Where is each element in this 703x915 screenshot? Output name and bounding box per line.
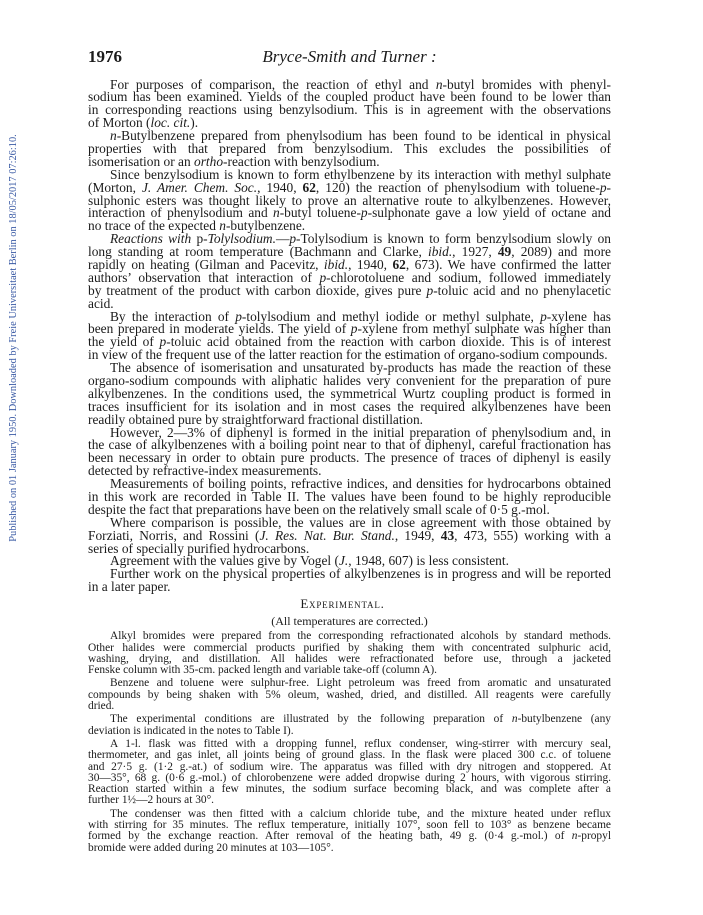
text-run: sodium has been examined. Yields of the coupled product have been found to be lower than [88, 89, 611, 105]
text-run: -tolylsodium and methyl iodide or methyl sulphate, [241, 308, 541, 324]
text-run: — [275, 231, 290, 247]
text-run: in view of the frequent use of the latter reaction for the estimation of organo-sodium compounds. [88, 347, 608, 363]
italic-text: ortho [194, 153, 224, 169]
text-run: Forziati, Norris, and Rossini ( [88, 527, 260, 543]
text-run: Further work on the physical properties of alkylbenzenes is in progress and will be reported [110, 566, 611, 582]
paragraph [88, 76, 612, 131]
text-run: , 2089) and more [511, 244, 611, 260]
italic-text: p [235, 308, 242, 324]
italic-text: p [360, 205, 368, 221]
bold-text: 43 [440, 527, 455, 543]
text-run: -Tolylsodium is known to form benzylsodium slowly on [296, 231, 611, 247]
text-run: been prepared in moderate yields. The yield of [88, 321, 351, 337]
italic-text: p [159, 334, 167, 350]
italic-text: n [273, 205, 280, 221]
text-line [88, 843, 611, 854]
text-run: in corresponding reactions using benzylsodium. This is in agreement with the observations [88, 102, 611, 118]
text-run: no trace of the expected [88, 218, 220, 234]
text-run: ). [190, 115, 199, 131]
text-run: authors’ observation that interaction of [88, 269, 320, 285]
paragraph [88, 678, 611, 712]
paragraph [88, 809, 611, 854]
text-run: acid. [88, 295, 114, 311]
paragraph [88, 568, 611, 594]
text-run: , 120) the reaction of phenylsodium with toluene- [315, 179, 600, 195]
text-run: with stirring for 35 minutes. The reflux temperature, initially 107°, soon fell to 103° as benzene became [88, 819, 611, 832]
text-run: Reaction started within a few minutes, the sodium surface becoming black, and was complete after a [88, 783, 611, 796]
text-run: rapidly on heating (Gilman and Pacevitz, [88, 256, 324, 272]
text-run: dried. [88, 700, 115, 713]
text-run: Where comparison is possible, the values are in close agreement with those obtained by [110, 514, 611, 530]
text-run: Measurements of boiling points, refractive indices, and densities for hydrocarbons obtained [110, 476, 611, 492]
text-line [88, 581, 611, 594]
text-run: Fenske column with 35-cm. packed length and variable take-off (column A). [88, 664, 437, 677]
bold-text: 62 [392, 256, 406, 272]
text-run: p [196, 231, 204, 247]
italic-text: p [289, 231, 297, 247]
text-line [88, 726, 611, 737]
italic-text: J. [338, 553, 349, 569]
paragraph [88, 424, 611, 479]
italic-text: n [219, 218, 226, 234]
text-run: Alkyl bromides were prepared from the corresponding refractionated alcohols by standard methods. [110, 630, 611, 643]
text-run: For purposes of comparison, the reaction of ethyl and [110, 76, 436, 92]
text-run: -xylene from methyl sulphate was higher than [357, 321, 612, 337]
paragraph [88, 362, 611, 426]
italic-text: p [426, 282, 434, 298]
text-run: -sulphonate gave a low yield of octane and [367, 205, 611, 221]
text-run: interaction of phenylsodium and [88, 205, 273, 221]
download-watermark: Published on 01 January 1950. Downloaded by Freie Universitaet Berlin on 18/05/2017 07:26:10. [8, 134, 19, 542]
text-run: The absence of isomerisation and unsaturated by-products has made the reaction of these [110, 360, 611, 376]
paragraph [88, 739, 611, 807]
text-run: compounds by being shaken with 5% oleum, washed, dried, and distilled. All reagents were carefully [88, 688, 611, 701]
text-run: -toluic acid obtained from the reaction with carbon dioxide. This is of interest [166, 334, 611, 350]
text-run: by treatment of the product with carbon dioxide, gives pure [88, 282, 427, 298]
text-run: sulphonic esters was thought likely to prove an alternative route to alkylbenzenes. However, [88, 192, 611, 208]
text-run: By the interaction of [110, 308, 236, 324]
italic-text: n [110, 128, 117, 144]
paragraph [88, 166, 612, 234]
bold-text: 49 [497, 244, 512, 260]
italic-text: J. Res. Nat. Bur. Stand. [259, 527, 395, 543]
text-run: 30—35°, 68 g. (0·6 g.-mol.) of chlorobenzene were added dropwise during 2 hours, with vigorous stirring. [88, 771, 611, 784]
text-run: The experimental conditions are illustrated by the following preparation of [110, 713, 512, 726]
text-run: (Morton, [88, 179, 142, 195]
text-run: isomerisation or an [88, 153, 194, 169]
text-run: However, 2—3% of diphenyl is formed in the initial preparation of phenylsodium and, in [110, 424, 611, 440]
bold-text: 62 [302, 179, 316, 195]
italic-text: loc. cit. [150, 115, 191, 131]
italic-text: n [511, 713, 518, 726]
text-run: , 1949, [394, 527, 441, 543]
paragraph [88, 478, 611, 517]
text-run: detected by refractive-index measurements. [88, 463, 322, 479]
text-run: in this work are recorded in Table II. The values have been found to be highly reproducible [88, 489, 611, 504]
text-run: -xylene has [546, 308, 611, 324]
page-number: 1976 [88, 47, 122, 66]
text-run: traces insufficient for its isolation and in most cases the required alkylbenzenes have been [88, 398, 611, 414]
paragraph [88, 714, 611, 737]
text-run: , 1927, [452, 244, 498, 260]
italic-text: Reactions with [110, 231, 197, 247]
text-run: readily obtained pure by straightforward fractional distillation. [88, 411, 424, 427]
text-run: -chlorotoluene and sodium, followed immediately [326, 269, 611, 285]
running-header [88, 46, 611, 68]
text-run: Agreement with the values give by Vogel ( [110, 553, 339, 569]
text-run: -reaction with benzylsodium. [223, 153, 380, 169]
text-run: properties with that prepared from benzylsodium. This excludes the possibilities of [88, 140, 611, 156]
text-run: -propyl [577, 830, 611, 843]
text-run: alkylbenzenes. In the conditions used, the symmetrical Wurtz coupling product is formed in [88, 385, 611, 401]
text-run: , 1940, [348, 256, 393, 272]
text-run: -butylbenzene (any [517, 713, 612, 726]
text-run: , 1940, [257, 179, 303, 195]
italic-text: p [599, 179, 607, 195]
text-run: - [606, 179, 612, 195]
text-run: -toluic acid and no phenylacetic [433, 282, 611, 298]
text-run: of Morton ( [88, 115, 151, 131]
text-line [88, 282, 611, 298]
text-run: despite the fact that preparations have been on the relatively small scale of 0·5 g.-mol. [88, 501, 550, 517]
text-run: further 1½—2 hours at 30°. [88, 794, 215, 807]
paragraph [88, 308, 612, 363]
paragraph [88, 631, 611, 676]
italic-text: p [350, 321, 358, 337]
text-run: in a later paper. [88, 579, 171, 595]
text-run: long standing at room temperature (Bachmann and Clarke, [88, 244, 428, 260]
text-run: and 27·5 g. (1·2 g.-at.) of sodium wire. The apparatus was filled with dry nitrogen and stoppered. At [88, 760, 611, 773]
text-run: , 1948, 607) is less consistent. [348, 553, 509, 569]
text-line [88, 795, 611, 806]
text-run: the case of alkylbenzenes with a boiling point near to that of diphenyl, careful fractionation has [88, 437, 611, 453]
italic-text: -Tolylsodium. [203, 231, 276, 247]
italic-text: p [540, 308, 547, 324]
text-run: -Butylbenzene prepared from phenylsodium has been found to be identical in physical [116, 128, 611, 144]
text-run: , 673). We have confirmed the latter [405, 256, 612, 272]
italic-text: p [319, 269, 327, 285]
italic-text: ibid. [427, 244, 453, 260]
body-text [88, 76, 612, 595]
text-line [88, 701, 611, 712]
italic-text: ibid. [323, 256, 349, 272]
text-run: -butyl bromides with phenyl- [442, 76, 612, 92]
paragraph [88, 130, 611, 169]
paragraph [88, 233, 611, 310]
text-line [88, 690, 611, 701]
text-run: Benzene and toluene were sulphur-free. Light petroleum was freed from aromatic and unsaturated [110, 677, 611, 690]
text-run: washing, drying, and distillation. All halides were refractionated before use, through a jacketed [88, 652, 611, 665]
text-run: Other halides were commercial products purified by shaking them with concentrated sulphuric acid, [88, 641, 611, 654]
italic-text: n [435, 76, 443, 92]
text-run: Since benzylsodium is known to form ethylbenzene by its interaction with methyl sulphate [110, 166, 611, 182]
text-run: -butylbenzene. [225, 218, 306, 234]
text-run: the yield of [88, 334, 160, 350]
text-run: series of specially purified hydrocarbons. [88, 540, 310, 556]
italic-text: J. Amer. Chem. Soc. [141, 179, 258, 195]
text-run: A 1-l. flask was fitted with a dropping funnel, reflux condenser, wing-stirrer with mercury seal, [110, 737, 611, 750]
text-run: The condenser was then fitted with a calcium chloride tube, and the mixture heated under reflux [110, 807, 611, 820]
text-run: -butyl toluene- [279, 205, 361, 221]
text-run: formed by the exchange reaction. After removal of the heating bath, 49 g. (0·4 g.-mol.) of [88, 830, 572, 843]
section-heading: Experimental. [300, 596, 385, 611]
text-run: organo-sodium compounds with aliphatic halides very convenient for the preparation of pure [88, 372, 611, 388]
text-run: thermometer, and gas inlet, all joints being of ground glass. In the flask were placed 300 c.c. of toluene [88, 749, 611, 762]
text-run: , 473, 555) working with a [454, 527, 611, 543]
paragraph [88, 514, 611, 556]
text-run: deviation is indicated in the notes to Table I). [88, 724, 294, 737]
experimental-text [88, 631, 611, 854]
italic-text: n [571, 830, 578, 843]
text-run: been necessary in order to obtain pure products. The presence of traces of diphenyl is easily [88, 450, 611, 466]
section-note: (All temperatures are corrected.) [271, 614, 428, 628]
running-head-authors: Bryce-Smith and Turner : [262, 47, 437, 66]
text-run: bromide were added during 20 minutes at 103—105°. [88, 841, 334, 854]
text-line [88, 665, 611, 676]
